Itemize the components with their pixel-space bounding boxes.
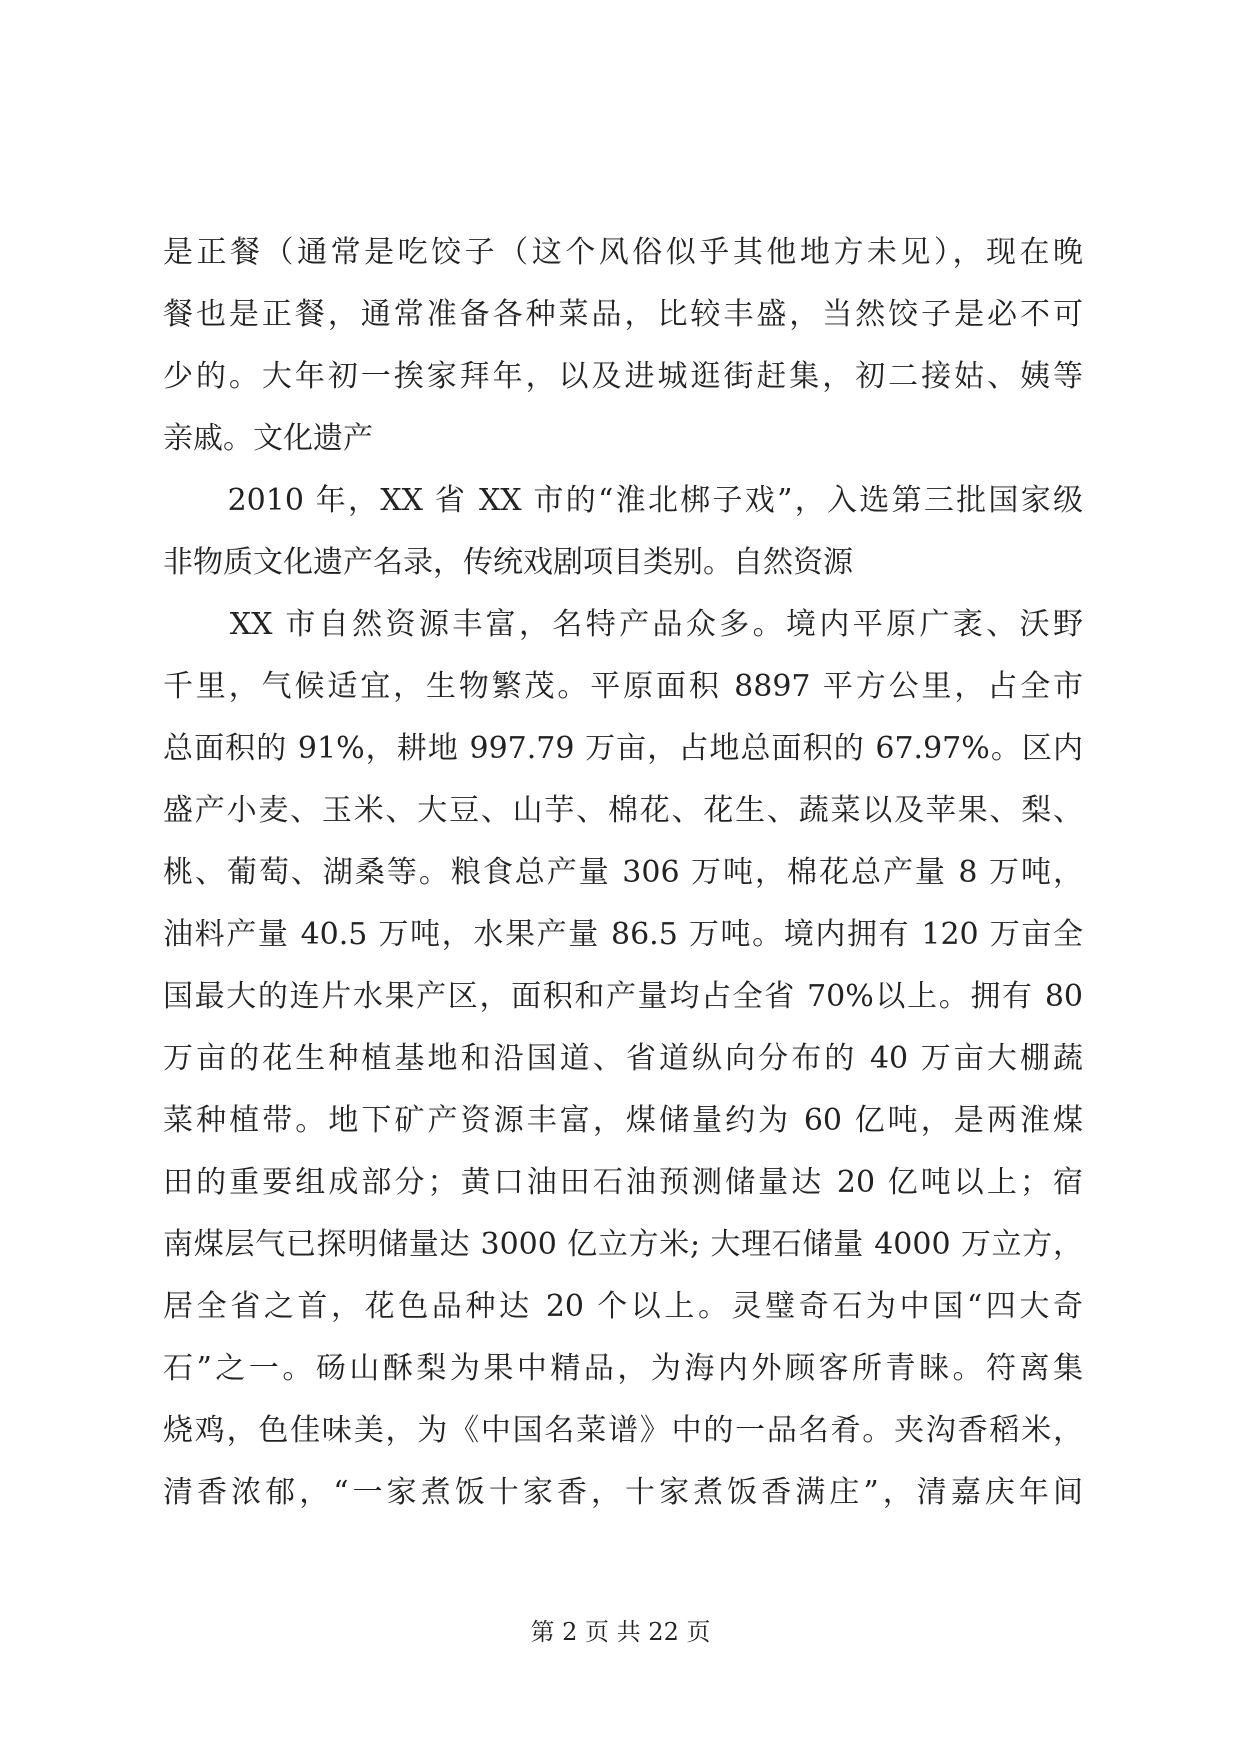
text-line: 少的。大年初一挨家拜年，以及进城逛街赶集，初二接姑、姨等: [163, 359, 1083, 394]
text-line: 亲戚。文化遗产: [163, 421, 373, 456]
text-line: 南煤层气已探明储量达 3000 亿立方米; 大理石储量 4000 万立方，: [163, 1227, 1083, 1262]
text-line: XX 市自然资源丰富，名特产品众多。境内平原广袤、沃野: [163, 607, 1083, 642]
text-line: 2010 年，XX 省 XX 市的“淮北梆子戏”，入选第三批国家级: [163, 483, 1083, 518]
text-line: 非物质文化遗产名录，传统戏剧项目类别。自然资源: [163, 545, 853, 580]
text-line: 田的重要组成部分；黄口油田石油预测储量达 20 亿吨以上；宿: [163, 1165, 1083, 1200]
text-line: 万亩的花生种植基地和沿国道、省道纵向分布的 40 万亩大棚蔬: [163, 1041, 1083, 1076]
text-line: 油料产量 40.5 万吨，水果产量 86.5 万吨。境内拥有 120 万亩全: [163, 917, 1083, 952]
text-line: 是正餐（通常是吃饺子（这个风俗似乎其他地方未见），现在晚: [163, 235, 1083, 270]
text-line: 烧鸡，色佳味美，为《中国名菜谱》中的一品名肴。夹沟香稻米，: [163, 1413, 1083, 1448]
page-footer: 第 2 页 共 22 页: [530, 1618, 711, 1646]
text-line: 国最大的连片水果产区，面积和产量均占全省 70%以上。拥有 80: [163, 979, 1083, 1014]
text-line: 石”之一。砀山酥梨为果中精品，为海内外顾客所青睐。符离集: [163, 1351, 1083, 1386]
text-line: 餐也是正餐，通常准备各种菜品，比较丰盛，当然饺子是必不可: [163, 297, 1083, 332]
text-line: 千里，气候适宜，生物繁茂。平原面积 8897 平方公里，占全市: [163, 669, 1083, 704]
text-line: 总面积的 91%，耕地 997.79 万亩，占地总面积的 67.97%。区内: [163, 731, 1083, 766]
text-line: 菜种植带。地下矿产资源丰富，煤储量约为 60 亿吨，是两淮煤: [163, 1103, 1083, 1138]
text-line: 居全省之首，花色品种达 20 个以上。灵璧奇石为中国“四大奇: [163, 1289, 1083, 1324]
text-line: 盛产小麦、玉米、大豆、山芋、棉花、花生、蔬菜以及苹果、梨、: [163, 793, 1083, 828]
text-line: 桃、葡萄、湖桑等。粮食总产量 306 万吨，棉花总产量 8 万吨，: [163, 855, 1083, 890]
text-line: 清香浓郁，“一家煮饭十家香，十家煮饭香满庄”，清嘉庆年间: [163, 1475, 1083, 1510]
body-text: [163, 222, 1083, 1524]
